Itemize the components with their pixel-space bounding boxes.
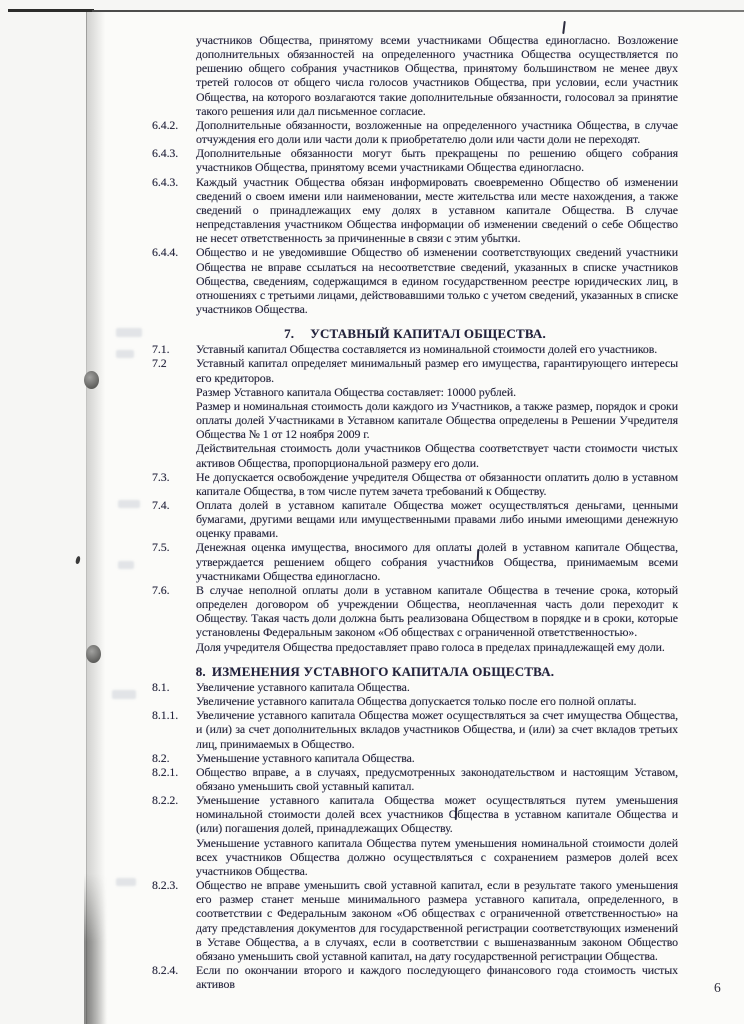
clause: [152, 356, 678, 384]
clause-text: Общество и не уведомившие Общество об изменении соответствующих сведений участники Общества не вправе ссылаться на несоответствие сведений, указанных в списке участников Общества, сведениям, содержащимся в едином государственном реестре юридических лиц, в отношениях с третьими лицами, действовавшими только с учетом сведений, указанных в списке участников Общества.: [196, 245, 678, 316]
clause: [152, 708, 678, 750]
clause: [152, 878, 678, 963]
paragraph: [152, 33, 678, 118]
clause-text: Увеличение уставного капитала Общества может осуществляться за счет имущества Общества, и (или) за счет дополнительных вкладов участников Общества, и (или) за счет вкладов третьих лиц, принимаемых в Общество.: [196, 708, 678, 751]
clause-text: Дополнительные обязанности могут быть прекращены по решению общего собрания участников Общества, принятому всеми участниками Общества единогласно.: [196, 146, 678, 175]
clause-text: Уменьшение уставного капитала Общества путем уменьшения номинальной стоимости долей всех участников Общества должно осуществляться с сохранением размеров долей всех участников Общества.: [196, 835, 678, 878]
clause-text: Увеличение уставного капитала Общества допускается только после его полной оплаты.: [196, 694, 637, 709]
clause-text: В случае неполной оплаты доли в уставном капитале Общества в течение срока, который определен договором об учреждении Общества, неоплаченная часть доли переходит к Обществу. Такая часть доли должна быть реализована Обществом в порядке и в сроки, которые установлены Федеральным законом «Об обществах с ограниченной ответственностью».: [196, 582, 678, 640]
section-title: ИЗМЕНЕНИЯ УСТАВНОГО КАПИТАЛА ОБЩЕСТВА.: [211, 663, 555, 679]
clause: [152, 175, 678, 246]
section-heading: [152, 327, 678, 341]
clause-number: 7.2: [152, 356, 167, 371]
clause: [152, 470, 678, 498]
clause-number: 6.4.3.: [152, 174, 179, 189]
bleed-through-smudge: [116, 328, 142, 337]
clause-number: 6.4.4.: [152, 245, 179, 260]
clause-number: 8.2.4.: [152, 963, 179, 977]
bleed-through-smudge: [116, 350, 134, 358]
bleed-through-smudge: [118, 500, 140, 508]
page-left-edge-shadow: [86, 12, 110, 1024]
bleed-through-smudge: [118, 561, 134, 569]
clause: [152, 583, 678, 640]
section-heading: [112, 665, 638, 679]
bleed-through-smudge: [116, 878, 136, 886]
clause-text: Если по окончании второго и каждого последующего финансового года стоимость чистых активов: [196, 963, 678, 992]
clause: [152, 963, 678, 991]
clause-number: 7.1.: [152, 342, 170, 357]
clause-text: Размер Уставного капитала Общества составляет: 10000 рублей.: [196, 384, 516, 399]
paragraph: [152, 385, 678, 399]
clause-number: 8.2.: [152, 750, 170, 765]
clause-number: 8.2.3.: [152, 878, 179, 893]
clause-text: Общество вправе, а в случаях, предусмотренных законодательством и настоящим Уставом, обязано уменьшить свой уставный капитал.: [196, 764, 678, 793]
clause-text: Уменьшение уставного капитала Общества может осуществляться путем уменьшения номинальной стоимости долей всех участников Общества в уставном капитале Общества и (или) погашения долей, принадлежащих Обществу.: [196, 793, 678, 836]
clause-number: 6.4.3.: [152, 146, 179, 161]
bleed-through-smudge: [112, 690, 136, 699]
section-number: 7.: [284, 326, 295, 342]
clause-number: 8.1.1.: [152, 708, 179, 723]
clause-number: 7.5.: [152, 540, 170, 555]
scan-top-edge-line-left: [8, 9, 94, 12]
clause-text: участников Общества, принятому всеми участниками Общества единогласно. Возложение дополнительных обязанностей на определенного участника Общества осуществляется по решению общего собрания участников Общества, принятому большинством не менее двух третей голосов от общего числа голосов участников Общества, при условии, если участник Общества, на которого возлагаются такие дополнительные обязанности, голосовал за принятие такого решения или дал письменное согласие.: [196, 33, 678, 118]
clause-number: 8.2.2.: [152, 793, 179, 808]
binding-hole: [86, 645, 101, 663]
document-blocks: [152, 33, 678, 991]
clause-text: Уставный капитал определяет минимальный размер его имущества, гарантирующего интересы его кредиторов.: [196, 356, 678, 385]
paragraph: [152, 694, 678, 708]
paragraph: [152, 836, 678, 878]
page-left-edge-crease: [86, 12, 87, 1024]
binding-hole: [84, 371, 99, 389]
page-left-edge-shadow-bottom: [84, 874, 114, 1024]
paragraph: [152, 399, 678, 441]
clause-text: Уменьшение уставного капитала Общества.: [196, 750, 415, 765]
scan-top-edge-line: [92, 10, 744, 12]
clause-text: Оплата долей в уставном капитале Общества может осуществляться деньгами, ценными бумагами, другими вещами или имущественными правами либо иными имеющими денежную оценку правами.: [196, 498, 678, 541]
clause-text: Не допускается освобождение учредителя Общества от обязанности оплатить долю в уставном капитале Общества, в том числе путем зачета требований к Обществу.: [196, 469, 678, 498]
clause: [152, 793, 678, 835]
page-number: 6: [714, 980, 721, 995]
paragraph: [152, 640, 678, 654]
clause-number: 7.6.: [152, 582, 170, 597]
clause: [152, 680, 678, 694]
clause-text: Увеличение уставного капитала Общества.: [196, 679, 410, 694]
clause-text: Действительная стоимость доли участников Общества соответствует части стоимости чистых активов Общества, пропорциональной размеру его доли.: [196, 441, 678, 470]
clause-number: 8.2.1.: [152, 764, 179, 779]
clause: [152, 765, 678, 793]
clause: [152, 245, 678, 316]
paragraph: [152, 441, 678, 469]
clause: [152, 498, 678, 540]
clause-text: Доля учредителя Общества предоставляет право голоса в пределах принадлежащей ему доли.: [196, 639, 665, 654]
clause-text: Денежная оценка имущества, вносимого для оплаты долей в уставном капитале Общества, утверждается решением общего собрания участников Общества, принимаемым всеми участниками Общества единогласно.: [196, 540, 678, 583]
clause-text: Дополнительные обязанности, возложенные на определенного участника Общества, в случае отчуждения его доли или части доли к приобретателю доли или части доли не переходят.: [196, 117, 678, 147]
clause-text: Каждый участник Общества обязан информировать своевременно Общество об изменении сведений о своем имени или наименовании, месте жительства или месте нахождения, а также сведений о принадлежащих ему долях в уставном капитале Общества. В случае непредставления участником Общества информации об изменении сведений о себе Общество не несет ответственность за причиненные в связи с этим убытки.: [196, 174, 678, 246]
clause-number: 6.4.2.: [152, 117, 179, 132]
clause-number: 7.3.: [152, 469, 170, 484]
clause: [152, 540, 678, 582]
clause: [152, 751, 678, 765]
clause-text: Размер и номинальная стоимость доли каждого из Участников, а также размер, порядок и сроки оплаты долей Участниками в Уставном капитале Общества определены в Решении Учредителя Общества № 1 от 12 ноября 2009 г.: [196, 398, 678, 442]
clause: [152, 118, 678, 146]
clause-number: 8.1.: [152, 679, 170, 694]
clause: [152, 146, 678, 174]
clause: [152, 342, 678, 356]
section-title: УСТАВНЫЙ КАПИТАЛ ОБЩЕСТВА.: [310, 326, 546, 342]
clause-text: Уставный капитал Общества составляется из номинальной стоимости долей его участников.: [196, 342, 658, 357]
clause-text: Общество не вправе уменьшить свой уставной капитал, если в результате такого уменьшения его размер станет меньше минимального размера уставного капитала, определенного, в соответствии с Федеральным законом «Об обществах с ограниченной ответственностью» на дату представления документов для государственной регистрации соответствующих изменений в Уставе Общества, а в случаях, если в соответствии с вышеназванным законом Общество обязано уменьшить свой уставной капитал, на дату государственной регистрации Общества.: [196, 878, 678, 963]
clause-number: 7.4.: [152, 498, 170, 512]
section-number: 8.: [195, 663, 206, 679]
stray-ink-mark: [75, 556, 81, 565]
